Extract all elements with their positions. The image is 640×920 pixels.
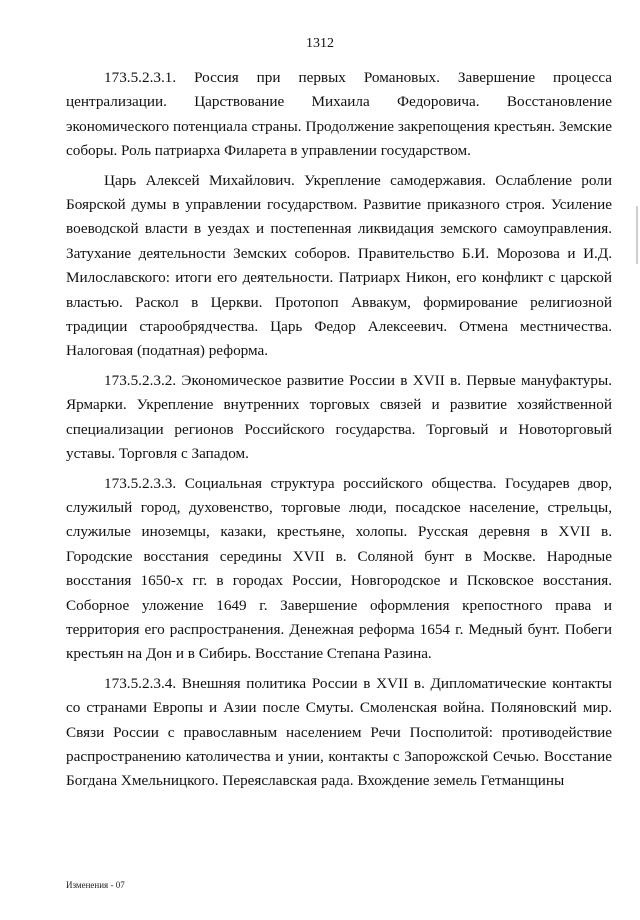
paragraph-3: 173.5.2.3.2. Экономическое развитие России в XVII в. Первые мануфактуры. Ярмарки. Укрепление внутренних торговых связей и развитие хозяйственной специализации регионов Российского государства. Торговый и Новоторговый уставы. Торговля с Западом. <box>66 371 612 463</box>
paragraph-1: 173.5.2.3.1. Россия при первых Романовых. Завершение процесса централизации. Царствование Михаила Федоровича. Восстановление экономического потенциала страны. Продолжение закрепощения крестьян. Земские соборы. Роль патриарха Филарета в управлении государством. <box>66 69 612 160</box>
paragraph-5: 173.5.2.3.4. Внешняя политика России в XVII в. Дипломатические контакты со странами Европы и Азии после Смуты. Смоленская война. Поляновский мир. Связи России с православным населением Речи Посполитой: противодействие распространению католичества и унии, контакты с Запорожской Сечью. Восстание Богдана Хмельницкого. Переяславская рада. Вхождение земель Гетманщины <box>66 674 612 790</box>
page-footer: Изменения - 07 <box>66 880 125 890</box>
paragraph-2: Царь Алексей Михайлович. Укрепление самодержавия. Ослабление роли Боярской думы в управлении государством. Развитие приказного строя. Усиление воеводской власти в уездах и постепенная ликвидация земского самоуправления. Затухание деятельности Земских соборов. Правительство Б.И. Морозова и И.Д. Милославского: итоги его деятельности. Патриарх Никон, его конфликт с царской властью. Раскол в Церкви. Протопоп Аввакум, формирование религиозной традиции старообрядчества. Царь Федор Алексеевич. Отмена местничества. Налоговая (податная) реформа. <box>66 171 612 360</box>
paragraph-4: 173.5.2.3.3. Социальная структура российского общества. Государев двор, служилый город, духовенство, торговые люди, посадское население, стрельцы, служилые иноземцы, казаки, крестьяне, холопы. Русская деревня в XVII в. Городские восстания середины XVII в. Соляной бунт в Москве. Народные восстания 1650-х гг. в городах России, Новгородское и Псковское восстания. Соборное уложение 1649 г. Завершение оформления крепостного права и территория его распространения. Денежная реформа 1654 г. Медный бунт. Побеги крестьян на Дон и в Сибирь. Восстание Степана Разина. <box>66 474 612 663</box>
scan-edge-mark <box>636 206 638 264</box>
page-number: 1312 <box>306 36 334 51</box>
document-body <box>66 66 612 799</box>
